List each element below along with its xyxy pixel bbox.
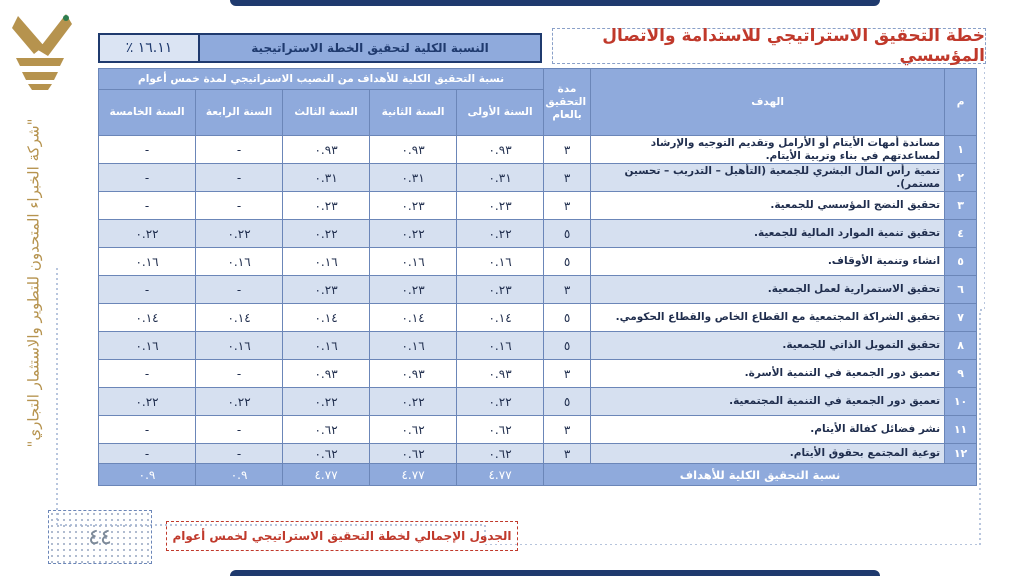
row-year-5: ٠.٢٢ bbox=[99, 220, 196, 248]
header-num: م bbox=[945, 69, 977, 136]
row-duration: ٣ bbox=[544, 192, 591, 220]
row-duration: ٥ bbox=[544, 220, 591, 248]
row-year-1: ٠.٦٢ bbox=[457, 416, 544, 444]
row-number: ٩ bbox=[945, 360, 977, 388]
header-group: نسبة التحقيق الكلية للأهداف من النصيب الاستراتيجي لمدة خمس أعوام bbox=[99, 69, 544, 90]
row-year-5: - bbox=[99, 444, 196, 464]
row-year-4: ٠.١٦ bbox=[196, 248, 283, 276]
row-year-3: ٠.٩٣ bbox=[283, 360, 370, 388]
row-year-2: ٠.١٦ bbox=[370, 248, 457, 276]
page-title-box bbox=[552, 28, 986, 64]
row-year-1: ٠.٢٢ bbox=[457, 388, 544, 416]
table-row bbox=[99, 360, 977, 388]
row-number: ٨ bbox=[945, 332, 977, 360]
row-goal: تعميق دور الجمعية في التنمية المجتمعية. bbox=[591, 388, 945, 416]
row-year-4: ٠.٢٢ bbox=[196, 388, 283, 416]
row-year-3: ٠.٩٣ bbox=[283, 136, 370, 164]
header-year-5: السنة الخامسة bbox=[99, 90, 196, 136]
total-year-2: ٤.٧٧ bbox=[370, 464, 457, 486]
row-year-3: ٠.٢٢ bbox=[283, 220, 370, 248]
row-year-5: ٠.١٦ bbox=[99, 332, 196, 360]
row-year-1: ٠.٢٢ bbox=[457, 220, 544, 248]
row-year-4: ٠.١٦ bbox=[196, 332, 283, 360]
row-year-2: ٠.٢٣ bbox=[370, 192, 457, 220]
row-year-1: ٠.٣١ bbox=[457, 164, 544, 192]
row-year-3: ٠.٢٣ bbox=[283, 276, 370, 304]
company-logo bbox=[8, 10, 74, 92]
table-row bbox=[99, 164, 977, 192]
row-year-5: - bbox=[99, 164, 196, 192]
row-year-5: - bbox=[99, 416, 196, 444]
row-number: ٦ bbox=[945, 276, 977, 304]
row-year-4: - bbox=[196, 164, 283, 192]
page-title: خطة التحقيق الاستراتيجي للاستدامة والاتصال المؤسسي bbox=[602, 26, 985, 66]
row-year-4: ٠.١٤ bbox=[196, 304, 283, 332]
row-year-4: - bbox=[196, 360, 283, 388]
table-caption-box bbox=[166, 521, 518, 551]
row-number: ٧ bbox=[945, 304, 977, 332]
row-duration: ٥ bbox=[544, 388, 591, 416]
row-number: ١١ bbox=[945, 416, 977, 444]
header-year-4: السنة الرابعة bbox=[196, 90, 283, 136]
row-year-4: - bbox=[196, 192, 283, 220]
row-number: ١٢ bbox=[945, 444, 977, 464]
row-year-2: ٠.٣١ bbox=[370, 164, 457, 192]
row-year-3: ٠.١٦ bbox=[283, 248, 370, 276]
row-year-2: ٠.٢٢ bbox=[370, 388, 457, 416]
strategic-plan-table bbox=[98, 68, 977, 486]
total-year-3: ٤.٧٧ bbox=[283, 464, 370, 486]
total-year-4: ٠.٩ bbox=[196, 464, 283, 486]
row-year-2: ٠.١٤ bbox=[370, 304, 457, 332]
row-year-5: ٠.٢٢ bbox=[99, 388, 196, 416]
row-duration: ٣ bbox=[544, 276, 591, 304]
row-year-2: ٠.٩٣ bbox=[370, 136, 457, 164]
row-year-5: - bbox=[99, 276, 196, 304]
header-goal: الهدف bbox=[591, 69, 945, 136]
overall-ratio-box bbox=[98, 33, 542, 63]
row-goal: نشر فضائل كفالة الأيتام. bbox=[591, 416, 945, 444]
row-duration: ٥ bbox=[544, 332, 591, 360]
row-year-3: ٠.٦٢ bbox=[283, 444, 370, 464]
row-duration: ٥ bbox=[544, 248, 591, 276]
row-year-2: ٠.٦٢ bbox=[370, 416, 457, 444]
row-number: ٥ bbox=[945, 248, 977, 276]
row-year-5: ٠.١٤ bbox=[99, 304, 196, 332]
total-year-5: ٠.٩ bbox=[99, 464, 196, 486]
bottom-accent-bar bbox=[230, 570, 880, 576]
page-number: ٤٤ bbox=[88, 524, 112, 550]
row-year-5: - bbox=[99, 136, 196, 164]
total-year-1: ٤.٧٧ bbox=[457, 464, 544, 486]
row-year-4: - bbox=[196, 416, 283, 444]
row-year-5: ٠.١٦ bbox=[99, 248, 196, 276]
row-year-1: ٠.١٦ bbox=[457, 248, 544, 276]
row-year-2: ٠.١٦ bbox=[370, 332, 457, 360]
table-row bbox=[99, 220, 977, 248]
table-row bbox=[99, 248, 977, 276]
row-year-3: ٠.١٤ bbox=[283, 304, 370, 332]
row-number: ٣ bbox=[945, 192, 977, 220]
row-duration: ٣ bbox=[544, 164, 591, 192]
row-goal: تحقيق الشراكة المجتمعية مع القطاع الخاص والقطاع الحكومي. bbox=[591, 304, 945, 332]
header-duration: مدة التحقيق بالعام bbox=[544, 69, 591, 136]
row-year-4: ٠.٢٢ bbox=[196, 220, 283, 248]
row-number: ٤ bbox=[945, 220, 977, 248]
row-year-1: ٠.٢٣ bbox=[457, 276, 544, 304]
row-duration: ٥ bbox=[544, 304, 591, 332]
table-caption: الجدول الإجمالي لخطة التحقيق الاستراتيجي لخمس أعوام bbox=[172, 529, 512, 543]
table-row bbox=[99, 444, 977, 464]
table-row bbox=[99, 388, 977, 416]
top-accent-bar bbox=[230, 0, 880, 6]
row-year-2: ٠.٦٢ bbox=[370, 444, 457, 464]
row-year-2: ٠.٩٣ bbox=[370, 360, 457, 388]
overall-ratio-value: ١٦.١١ ٪ bbox=[100, 35, 200, 61]
row-year-1: ٠.١٦ bbox=[457, 332, 544, 360]
total-label: نسبة التحقيق الكلية للأهداف bbox=[544, 464, 977, 486]
row-number: ١٠ bbox=[945, 388, 977, 416]
row-year-1: ٠.٦٢ bbox=[457, 444, 544, 464]
row-goal: تحقيق التمويل الذاتي للجمعية. bbox=[591, 332, 945, 360]
table-row bbox=[99, 332, 977, 360]
row-number: ١ bbox=[945, 136, 977, 164]
row-year-1: ٠.١٤ bbox=[457, 304, 544, 332]
row-year-5: - bbox=[99, 192, 196, 220]
row-year-3: ٠.٣١ bbox=[283, 164, 370, 192]
table-row bbox=[99, 304, 977, 332]
row-duration: ٣ bbox=[544, 416, 591, 444]
row-year-1: ٠.٩٣ bbox=[457, 136, 544, 164]
row-year-2: ٠.٢٢ bbox=[370, 220, 457, 248]
row-goal: مساندة أمهات الأيتام أو الأرامل وتقديم التوجيه والإرشاد لمساعدتهم في بناء وتربية الأيتام. bbox=[591, 136, 945, 164]
row-year-1: ٠.٢٣ bbox=[457, 192, 544, 220]
header-year-1: السنة الأولى bbox=[457, 90, 544, 136]
row-number: ٢ bbox=[945, 164, 977, 192]
row-goal: تعميق دور الجمعية في التنمية الأسرة. bbox=[591, 360, 945, 388]
page-number-box bbox=[48, 510, 152, 564]
company-name-vertical: "شركة الخبراء المتحدون للتطوير والاستثمار التجاري" bbox=[25, 118, 43, 448]
header-year-3: السنة الثالث bbox=[283, 90, 370, 136]
row-duration: ٣ bbox=[544, 444, 591, 464]
row-goal: تنمية رأس المال البشري للجمعية (التأهيل – التدريب – تحسين مستمر). bbox=[591, 164, 945, 192]
row-year-5: - bbox=[99, 360, 196, 388]
row-year-1: ٠.٩٣ bbox=[457, 360, 544, 388]
overall-ratio-label: النسبة الكلية لتحقيق الخطة الاستراتيجية bbox=[200, 35, 540, 61]
table-row bbox=[99, 136, 977, 164]
row-duration: ٣ bbox=[544, 136, 591, 164]
row-year-3: ٠.٢٢ bbox=[283, 388, 370, 416]
table-row bbox=[99, 276, 977, 304]
row-goal: تحقيق النضج المؤسسي للجمعية. bbox=[591, 192, 945, 220]
row-year-3: ٠.٢٣ bbox=[283, 192, 370, 220]
row-goal: انشاء وتنمية الأوقاف. bbox=[591, 248, 945, 276]
row-year-4: - bbox=[196, 276, 283, 304]
row-year-4: - bbox=[196, 136, 283, 164]
row-year-3: ٠.٦٢ bbox=[283, 416, 370, 444]
row-year-4: - bbox=[196, 444, 283, 464]
row-goal: توعية المجتمع بحقوق الأيتام. bbox=[591, 444, 945, 464]
table-row bbox=[99, 192, 977, 220]
row-duration: ٣ bbox=[544, 360, 591, 388]
row-year-2: ٠.٢٣ bbox=[370, 276, 457, 304]
table-row bbox=[99, 416, 977, 444]
row-year-3: ٠.١٦ bbox=[283, 332, 370, 360]
row-goal: تحقيق تنمية الموارد المالية للجمعية. bbox=[591, 220, 945, 248]
row-goal: تحقيق الاستمرارية لعمل الجمعية. bbox=[591, 276, 945, 304]
header-year-2: السنة الثانية bbox=[370, 90, 457, 136]
